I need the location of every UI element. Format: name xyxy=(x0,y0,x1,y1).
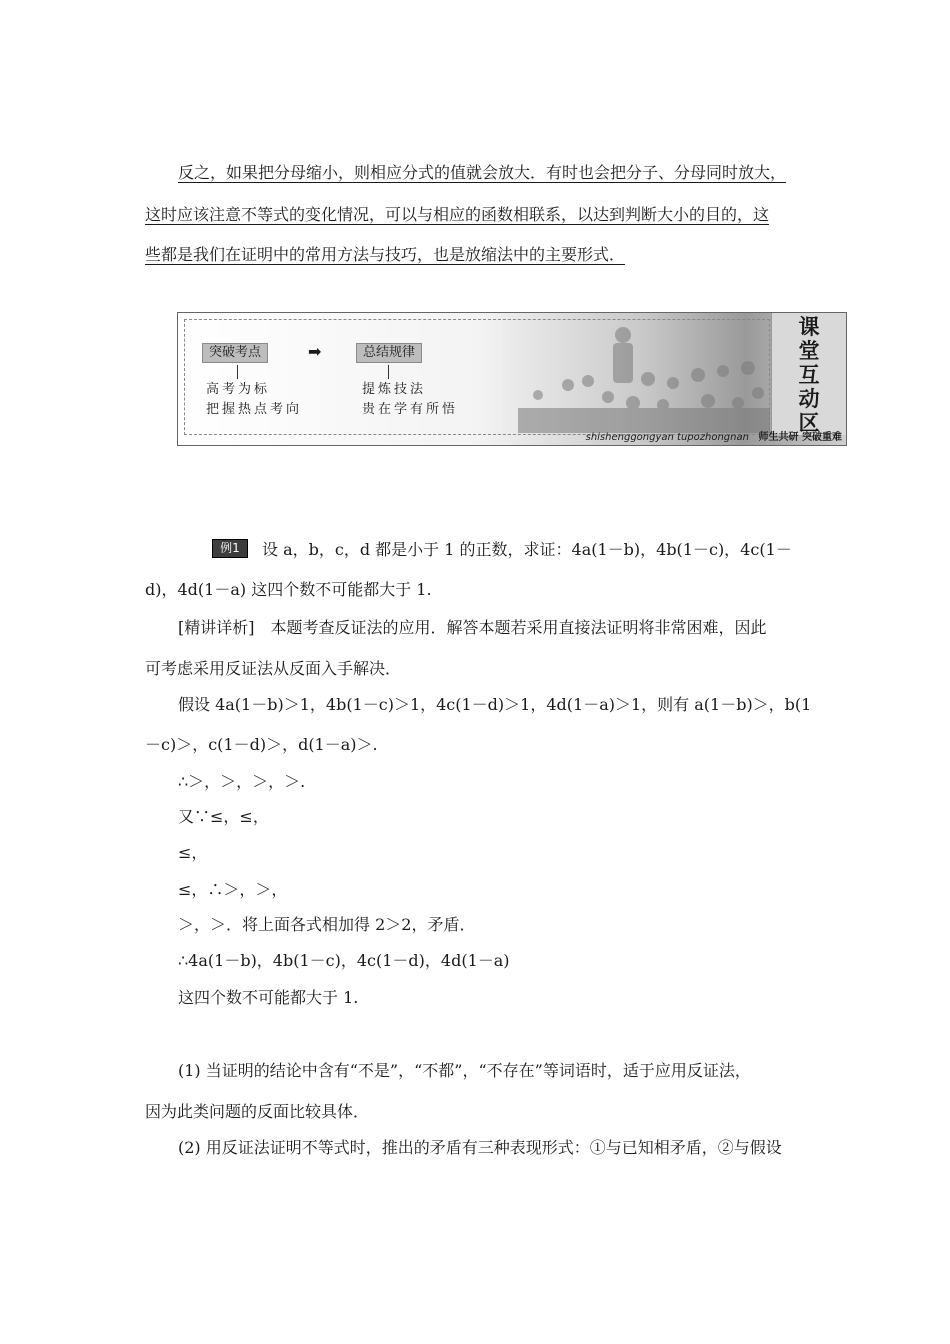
footer-pinyin: shishenggongyan tupozhongnan xyxy=(585,432,749,443)
analysis-line-2: 可考虑采用反证法从反面入手解决． xyxy=(145,659,402,678)
proof-line-3: ∴＞，＞，＞，＞. xyxy=(178,772,306,791)
section-banner xyxy=(177,312,847,446)
tag-breakthrough: 突破考点 xyxy=(202,343,268,363)
tag-summary: 总结规律 xyxy=(356,343,422,363)
note-1-line-2: 因为此类问题的反面比较具体． xyxy=(145,1102,370,1121)
proof-line-6: ≤，∴＞，＞， xyxy=(178,880,288,899)
proof-line-8: ∴4a(1－b)，4b(1－c)，4c(1－d)，4d(1－a) xyxy=(178,951,510,970)
side-char: 堂 xyxy=(798,339,820,363)
intro-line-2: 这时应该注意不等式的变化情况，可以与相应的函数相联系，以达到判断大小的目的，这 xyxy=(145,205,770,224)
proof-line-7: ＞，＞．将上面各式相加得 2＞2，矛盾． xyxy=(178,915,476,934)
proof-line-5: ≤， xyxy=(178,843,208,862)
side-char: 区 xyxy=(798,411,820,435)
connector-line-left xyxy=(237,365,238,379)
banner-left-line-1: 高考为标 xyxy=(206,382,271,397)
banner-right-line-1: 提炼技法 xyxy=(362,382,427,397)
banner-footer xyxy=(586,432,842,444)
classroom-crowd-image xyxy=(508,313,770,433)
proof-line-9: 这四个数不可能都大于 1. xyxy=(178,988,359,1007)
question-line-2: d)，4d(1－a) 这四个数不可能都大于 1. xyxy=(145,580,432,599)
arrow-right-icon: ➡ xyxy=(308,342,322,361)
banner-left-line-2: 把握热点考向 xyxy=(206,402,303,417)
connector-line-right xyxy=(388,365,389,379)
side-char: 互 xyxy=(798,363,820,387)
note-1-line-1: (1) 当证明的结论中含有“不是”，“不都”，“不存在”等词语时，适于应用反证法， xyxy=(178,1061,751,1080)
footer-chinese: 师生共研 突破重难 xyxy=(758,432,842,443)
example-tag: 例1 xyxy=(212,539,248,558)
proof-line-1: 假设 4a(1－b)＞1，4b(1－c)＞1，4c(1－d)＞1，4d(1－a)＞1，则有 a(1－b)＞，b(1 xyxy=(178,695,812,714)
intro-line-1: 反之，如果把分母缩小，则相应分式的值就会放大．有时也会把分子、分母同时放大， xyxy=(178,163,787,182)
banner-right-line-2: 贵在学有所悟 xyxy=(362,402,459,417)
side-char: 动 xyxy=(798,387,820,411)
side-char: 课 xyxy=(798,315,820,339)
proof-line-4: 又∵≤，≤， xyxy=(178,807,269,826)
analysis-line-1: [精讲详析] 本题考查反证法的应用．解答本题若采用直接法证明将非常困难，因此 xyxy=(178,618,767,637)
proof-line-2: －c)＞，c(1－d)＞，d(1－a)＞. xyxy=(145,735,378,754)
question-line-1: 设 a，b，c，d 都是小于 1 的正数，求证：4a(1－b)，4b(1－c)，4c(1－ xyxy=(262,540,792,559)
intro-line-3: 些都是我们在证明中的常用方法与技巧，也是放缩法中的主要形式． xyxy=(145,245,626,264)
note-2-line-1: (2) 用反证法证明不等式时，推出的矛盾有三种表现形式：①与已知相矛盾，②与假设 xyxy=(178,1138,782,1157)
banner-side-title xyxy=(771,313,846,435)
